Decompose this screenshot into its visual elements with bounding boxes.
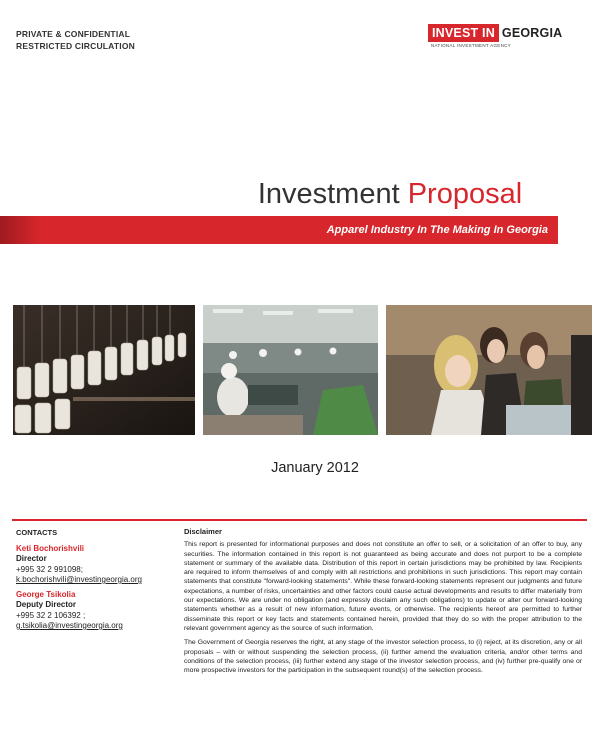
logo-subtitle: NATIONAL INVESTMENT AGENCY [431, 43, 511, 48]
title-part-2: Proposal [407, 178, 523, 210]
document-date: January 2012 [271, 460, 359, 476]
contact-card [16, 544, 181, 586]
photo-shoppers [386, 305, 592, 435]
confidential-line-1: PRIVATE & CONFIDENTIAL [16, 29, 131, 39]
contact-email-link[interactable]: k.bochorishvili@investingeorgia.org [16, 575, 142, 584]
contacts-header: CONTACTS [16, 528, 58, 537]
contact-phone: +995 32 2 991098; [16, 564, 83, 574]
contacts-section [16, 528, 181, 632]
contact-card [16, 590, 181, 632]
factory-floor-image [203, 305, 378, 435]
photo-factory-floor [203, 305, 378, 435]
yarn-spools-image [13, 305, 195, 435]
disclaimer-header: Disclaimer [184, 527, 222, 536]
photo-yarn-spools [13, 305, 195, 435]
contact-role: Director [16, 554, 47, 563]
invest-in-georgia-logo [428, 24, 562, 48]
shoppers-image [386, 305, 592, 435]
divider-rule [12, 519, 587, 521]
logo-box-text: INVEST IN [428, 24, 499, 42]
contact-name: Keti Bochorishvili [16, 543, 85, 553]
banner-subtitle: Apparel Industry In The Making In Georgia [326, 224, 548, 236]
contact-role: Deputy Director [16, 600, 77, 609]
contact-phone: +995 32 2 106392 ; [16, 610, 86, 620]
disclaimer-paragraph-1: This report is presented for informational purposes and does not constitute an offer to sell, or a solicitation of an offer to buy, any securities. The information contained in this report is not guaranteed as being accurate and does not purport to be a complete statement or summary of the available data. Distribution of this report in certain jurisdictions may be prohibited by law. Recipients are required to inform themselves of and comply with all restrictions and prohibitions in such jurisdictions. This report may contain statements that constitute "forward-looking statements". While these forward-looking statements represent our judgments and future expectations, a number of risks, uncertainties and other factors could cause actual developments and results to differ materially from our expectations. We are under no obligation (and expressly disclaim any such obligations) to update or alter our forward-looking statements whether as a result of new information, future events, or otherwise. The recipients hereof are permitted to further disseminate this report or key facts and statements contained herein, provided that they do so with the proper attribution to the relevant government agency as the source of such information. [184, 541, 582, 632]
contact-email-link[interactable]: g.tsikolia@investingeorgia.org [16, 621, 123, 630]
confidential-line-2: RESTRICTED CIRCULATION [16, 41, 135, 51]
confidentiality-notice [16, 28, 135, 52]
title-part-1: Investment [257, 178, 400, 210]
document-title [0, 178, 600, 211]
disclaimer-section [184, 527, 582, 680]
logo-row [428, 24, 562, 42]
disclaimer-paragraph-2: The Government of Georgia reserves the right, at any stage of the investor selection process, to (i) reject, at its discretion, any or all proposals – with or without suspending the selection process, (ii) further amend the evaluation criteria, and/or other terms and conditions of the selection process, (iii) further extend any stage of the investor selection process, and (iv) further pre-qualify one or more prospective investors for the participation in the subsequent round(s) of the selection process. [184, 639, 582, 675]
contact-name: George Tsikolia [16, 589, 76, 599]
logo-word-text: GEORGIA [501, 26, 563, 40]
